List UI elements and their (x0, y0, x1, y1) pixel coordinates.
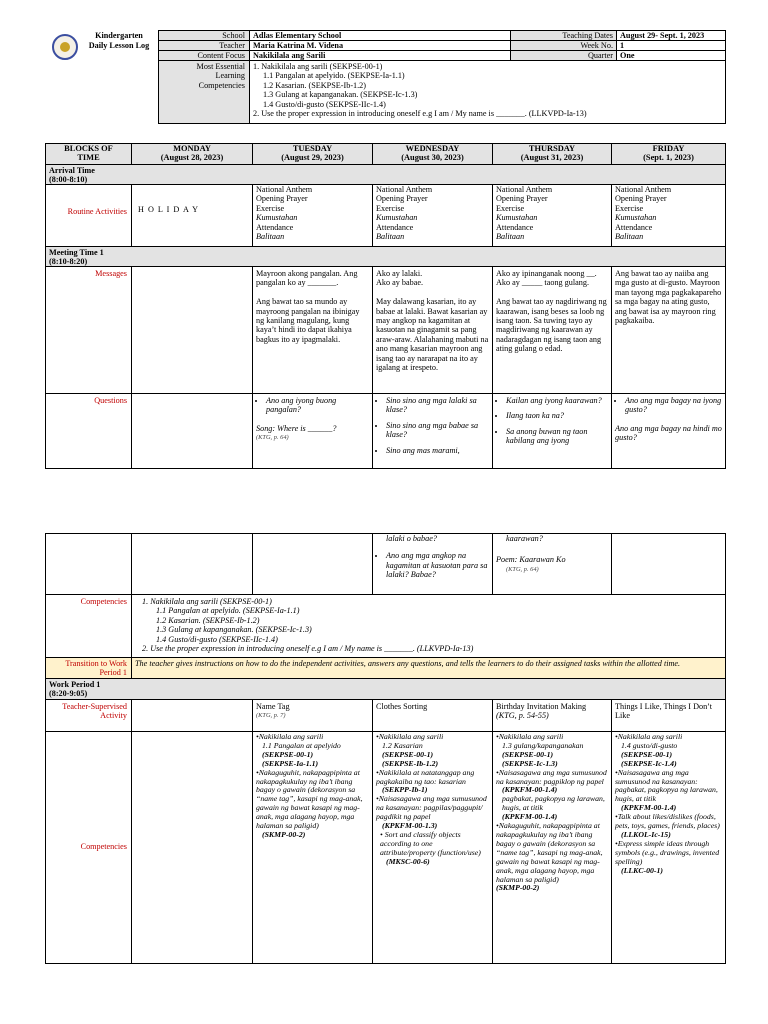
competency-code: (SEKPSE-00-1) (382, 749, 434, 759)
question-item: Ano ang mga bagay na hindi mo gusto? (615, 423, 722, 443)
competency-text: Sort and classify objects according to one attribute/property (function/use) (380, 829, 481, 857)
cont-monday (131, 533, 253, 595)
cont-friday (611, 533, 726, 595)
routine-item: Exercise (496, 203, 525, 213)
label-melc: Most Essential Learning Competencies (158, 60, 250, 124)
label-transition: Transition to Work Period 1 (45, 657, 132, 679)
col-header-line: (August 29, 2023) (281, 153, 344, 163)
routine-friday (611, 184, 726, 247)
competency-text: Nakikilala ang sarili (258, 732, 324, 741)
routine-item: Attendance (615, 222, 653, 232)
label-content-focus: Content Focus (158, 50, 250, 61)
section-work-period (45, 678, 726, 700)
competency-text: Nakaguguhit, nakapagpipinta at nakapagkukulay ng iba’t ibang bagay o gawain (dekorasyon sa “name tag”, kasapi ng mag-anak, gawain ng bawat kasapi ng mag-anak, mga alagang hayop, mga halaman sa paligid) (496, 821, 603, 884)
routine-item: National Anthem (496, 185, 553, 194)
value-teaching-dates: August 29- Sept. 1, 2023 (616, 30, 726, 41)
messages-monday (131, 266, 253, 394)
tsa-tuesday (252, 699, 373, 732)
col-header-line: MONDAY (173, 144, 211, 153)
col-header-monday (131, 143, 253, 165)
routine-item: Exercise (376, 203, 405, 213)
routine-item: Kumustahan (376, 213, 418, 223)
competency-code: (SEKPSE-00-1) (262, 749, 314, 759)
melc-item: 1. Nakikilala ang sarili (SEKPSE-00-1) (253, 62, 383, 71)
header-title-1: Kindergarten (95, 31, 143, 40)
questions-wednesday (372, 393, 493, 469)
value-content-focus: Nakikilala ang Sarili (249, 50, 511, 61)
competency-text: Nakikilala ang sarili (498, 732, 564, 741)
competency-code: (SEKPSE-00-1) (502, 749, 554, 759)
tsa-monday (131, 699, 253, 732)
competency-bullet: •Express simple ideas through symbols (e.g., drawings, invented spelling) (615, 838, 720, 866)
col-header-line: (August 31, 2023) (520, 153, 584, 163)
cont-wednesday (372, 533, 493, 595)
question-item: • Ano ang iyong buong pangalan? (266, 396, 369, 415)
competency-text: Nakikilala at natatanggap ang pagkakaiba ng tao: kasarian (376, 767, 475, 786)
col-header-line: WEDNESDAY (405, 144, 460, 153)
comp-friday (611, 731, 726, 964)
routine-item: Attendance (256, 222, 294, 232)
competency-sub: pagbakat, pagkopya ng larawan, hugis, at titik (502, 794, 605, 813)
routine-item: Exercise (256, 203, 285, 213)
competency-code: (KPKFM-00-1.4) (621, 803, 677, 813)
routine-wednesday (372, 184, 493, 247)
activity-title: Clothes Sorting (376, 702, 428, 711)
competency-item: 2. Use the proper expression in introducing oneself e.g I am / My name is _______. (LLKVPD-Ia-13) (142, 644, 474, 654)
competency-code: (SKMP-00-2) (262, 829, 306, 839)
value-school: Adlas Elementary School (249, 30, 511, 41)
competency-bullet: •Nakikilala ang sarili (376, 732, 444, 741)
competency-code: (LLKOL-Ic-15) (621, 829, 671, 839)
section-meeting-time (45, 246, 726, 267)
competency-code: (SEKPP-Ib-1) (382, 785, 428, 795)
routine-item: Kumustahan (496, 213, 538, 223)
routine-item: Balitaan (496, 232, 525, 242)
label-messages: Messages (45, 266, 132, 394)
label-questions: Questions (45, 393, 132, 469)
label-week-no: Week No. (510, 40, 617, 51)
label-school: School (158, 30, 250, 41)
section-title: Arrival Time (49, 166, 95, 175)
section-title: Meeting Time 1 (49, 248, 104, 257)
melc-item: 1.1 Pangalan at apelyido. (SEKPSE-Ia-1.1) (263, 71, 405, 81)
competency-code: (SEKPSE-Ia-1.1) (262, 758, 319, 768)
competency-item: 1.2 Kasarian. (SEKPSE-Ib-1.2) (156, 615, 260, 625)
col-header-thursday (492, 143, 612, 165)
competency-code: (LLKC-00-1) (621, 865, 664, 875)
routine-item: Opening Prayer (496, 194, 548, 204)
messages-tuesday: Mayroon akong pangalan. Ang pangalan ko ay _______. Ang bawat tao sa mundo ay mayroong pangalan na ibinigay ng kanilang magulang, kung kaya’t hindi ito dapat ikahiya bagkus ito ay ipagmalaki. (252, 266, 373, 394)
competency-bullet: •Nakikilala ang sarili (615, 732, 683, 741)
label-quarter: Quarter (510, 50, 617, 61)
competency-code: (SKMP-00-2) (496, 883, 540, 893)
routine-item: Attendance (376, 222, 414, 232)
competency-text: Naisasagawa ang mga sumusunod na kasanayan: pagbakat, pagkopya ng larawan, hugis, at titik (615, 767, 718, 804)
competency-text: Talk about likes/dislikes (foods, pets, toys, games, friends, places) (615, 812, 720, 831)
section-arrival-time (45, 164, 726, 185)
melc-item: 1.4 Gusto/di-gusto (SEKPSE-IIc-1.4) (263, 99, 386, 109)
section-time: (8:10-8:20) (49, 257, 88, 267)
col-header-line: (August 30, 2023) (401, 153, 464, 163)
question-item: • Kailan ang iyong kaarawan? (506, 396, 608, 405)
competency-bullet: •Naisasagawa ang mga sumusunod na kasanayan: pagpilas/paggupit/ pagdikit ng papel (376, 794, 487, 822)
col-header-line: FRIDAY (652, 144, 685, 153)
section-time: (8:20-9:05) (49, 689, 88, 699)
messages-friday: Ang bawat tao ay naiiba ang mga gusto at di-gusto. Mayroon man tayong mga pagkakapareho sa mga bagay na ating gusto, ang bawat isa ay mayroon ring pagkakaiba. (611, 266, 726, 394)
routine-item: National Anthem (615, 185, 672, 194)
competency-bullet: •Nakikilala ang sarili (256, 732, 324, 741)
routine-tuesday (252, 184, 373, 247)
question-item: • Sino sino ang mga babae sa klase? (386, 421, 489, 440)
competency-text: Nakikilala ang sarili (617, 732, 683, 741)
col-header-line: TUESDAY (292, 144, 333, 153)
competency-bullet: •Talk about likes/dislikes (foods, pets, toys, games, friends, places) (615, 812, 720, 831)
competency-text: Naisasagawa ang mga sumusunod na kasanayan: pagpiklop ng papel (496, 767, 607, 786)
label-competencies: Competencies (45, 594, 132, 658)
competency-bullet: • Sort and classify objects according to one attribute/property (function/use) (380, 829, 481, 857)
section-title: Work Period 1 (49, 680, 101, 689)
routine-item: Balitaan (615, 232, 644, 242)
questions-friday (611, 393, 726, 469)
deped-seal-logo (52, 34, 78, 60)
competencies-list (131, 594, 726, 658)
question-item-cont: kaarawan? (506, 534, 543, 543)
routine-item: Opening Prayer (256, 194, 308, 204)
routine-item: Balitaan (376, 232, 405, 242)
activity-title: Things I Like, Things I Don’t Like (615, 702, 713, 721)
cont-thursday (492, 533, 612, 595)
question-item: • Ano ang mga angkop na kagamitan at kasuotan para sa lalaki? Babae? (386, 551, 489, 579)
comp-wednesday (372, 731, 493, 964)
ktg-reference: (KTG, p. 64) (256, 434, 289, 442)
competency-bullet: •Naisasagawa ang mga sumusunod na kasanayan: pagpiklop ng papel (496, 767, 607, 786)
label-teacher: Teacher (158, 40, 250, 51)
col-header-line: THURSDAY (528, 144, 576, 153)
competency-sub: 1.3 gulang/kapanganakan (502, 740, 584, 750)
comp-monday (131, 731, 253, 964)
ktg-reference: (KTG, p. 54-55) (496, 711, 549, 721)
questions-thursday (492, 393, 612, 469)
activity-title: Birthday Invitation Making (496, 702, 587, 711)
col-header-line: BLOCKS OF (64, 144, 113, 153)
routine-thursday (492, 184, 612, 247)
monday-holiday: H O L I D A Y (131, 184, 253, 247)
comp-tuesday (252, 731, 373, 964)
competency-text: Express simple ideas through symbols (e.g., drawings, invented spelling) (615, 838, 720, 866)
melc-list (249, 60, 726, 124)
question-item: • Sino sino ang mga lalaki sa klase? (386, 396, 489, 415)
label-teaching-dates: Teaching Dates (510, 30, 617, 41)
messages-wednesday: Ako ay lalaki. Ako ay babae. May dalawang kasarian, ito ay babae at lalaki. Bawat kasarian ay may angkop na kagamitan at kasuotan na ginagamit sa pang araw-araw. Alalahaning mabuti na ano mang kasarian mayroon ang isang tao ay nararapat na ito ay igalang at irespeto. (372, 266, 493, 394)
col-header-wednesday (372, 143, 493, 165)
transition-text: The teacher gives instructions on how to do the independent activities, answers any questions, and tells the learners to do their assigned tasks within the allotted time. (131, 657, 726, 679)
question-item: • Ilang taon ka na? (506, 411, 608, 420)
col-header-line: (Sept. 1, 2023) (643, 153, 694, 163)
competency-bullet: •Nakaguguhit, nakapagpipinta at nakapagkukulay ng iba’t ibang bagay o gawain (dekorasyon sa “name tag”, kasapi ng mag-anak, gawain ng bawat kasapi ng mag-anak, mga alagang hayop, mga halaman sa paligid) (496, 821, 603, 884)
cont-blocks (45, 533, 132, 595)
col-header-friday (611, 143, 726, 165)
tsa-wednesday (372, 699, 493, 732)
competency-code: (SEKPSE-Ib-1.2) (382, 758, 439, 768)
competency-code: (KPKFM-00-1.4) (502, 812, 558, 822)
routine-item: Opening Prayer (376, 194, 428, 204)
routine-item: Balitaan (256, 232, 285, 242)
question-item-cont: lalaki o babae? (386, 534, 437, 543)
routine-item: National Anthem (376, 185, 433, 194)
comp-thursday (492, 731, 612, 964)
tsa-friday (611, 699, 726, 732)
col-header-tuesday (252, 143, 373, 165)
section-time: (8:00-8:10) (49, 175, 88, 185)
routine-item: Kumustahan (615, 213, 657, 223)
label-competencies-2: Competencies (45, 731, 132, 964)
competency-bullet: •Nakikilala at natatanggap ang pagkakaiba ng tao: kasarian (376, 767, 475, 786)
competency-bullet: •Nakaguguhit, nakapagpipinta at nakapagkukulay ng iba’t ibang bagay o gawain (dekorasyon sa “name tag”, kasapi ng mag-anak, gawain ng bawat kasapi ng mag-anak, mga alagang hayop, mga halaman sa paligid) (256, 767, 363, 831)
melc-item: 2. Use the proper expression in introducing oneself e.g I am / My name is _______. (LLKVPD-Ia-13) (253, 109, 587, 119)
routine-item: Kumustahan (256, 213, 298, 223)
value-week-no: 1 (616, 40, 726, 51)
poem-line: Poem: Kaarawan Ko (496, 555, 566, 565)
competency-sub: 1.1 Pangalan at apelyido (262, 740, 341, 750)
col-header-line: TIME (77, 153, 100, 163)
competency-item: 1.4 Gusto/di-gusto (SEKPSE-IIc-1.4) (156, 634, 278, 644)
competency-item: 1.3 Gulang at kapanganakan. (SEKPSE-Ic-1.3) (156, 625, 312, 635)
label-routine: Routine Activities (45, 184, 132, 247)
competency-sub: 1.2 Kasarian (382, 740, 423, 750)
competency-code: (KPKFM-00-1.3) (382, 821, 438, 831)
ktg-reference: (KTG, p. 64) (506, 565, 539, 573)
activity-title: Name Tag (256, 702, 290, 711)
competency-text: Naisasagawa ang mga sumusunod na kasanayan: pagpilas/paggupit/ pagdikit ng papel (376, 794, 487, 822)
competency-bullet: •Nakikilala ang sarili (496, 732, 564, 741)
question-item: • Sa anong buwan ng taon kabilang ang iyong (506, 427, 608, 446)
question-item: • Ano ang mga bagay na iyong gusto? (625, 396, 722, 415)
routine-item: Opening Prayer (615, 194, 667, 204)
label-teacher-supervised: Teacher-Supervised Activity (45, 699, 132, 732)
competency-code: (SEKPSE-00-1) (621, 749, 673, 759)
tsa-thursday (492, 699, 612, 732)
melc-item: 1.2 Kasarian. (SEKPSE-Ib-1.2) (263, 80, 367, 90)
value-teacher: Maria Katrina M. Videna (249, 40, 511, 51)
competency-text: Nakaguguhit, nakapagpipinta at nakapagkukulay ng iba’t ibang bagay o gawain (dekorasyon sa “name tag”, kasapi ng mag-anak, gawain ng bawat kasapi ng mag-anak, mga alagang hayop, mga halaman sa paligid) (256, 767, 363, 831)
col-header-line: (August 28, 2023) (160, 153, 224, 163)
melc-item: 1.3 Gulang at kapanganakan. (SEKPSE-Ic-1.3) (263, 90, 418, 100)
routine-item: Exercise (615, 203, 644, 213)
competency-code: (MKSC-00-6) (386, 856, 430, 866)
ktg-reference: (KTG, p. 7) (256, 712, 286, 720)
col-header-blocks (45, 143, 132, 165)
competency-item: 1.1 Pangalan at apelyido. (SEKPSE-Ia-1.1) (156, 606, 300, 616)
competency-code: (KPKFM-00-1.4) (502, 785, 558, 795)
routine-item: Attendance (496, 222, 534, 232)
value-quarter: One (616, 50, 726, 61)
competency-item: 1. Nakikilala ang sarili (SEKPSE-00-1) (142, 597, 272, 606)
competency-text: Nakikilala ang sarili (378, 732, 444, 741)
competency-code: (SEKPSE-Ic-1.3) (502, 758, 558, 768)
questions-tuesday (252, 393, 373, 469)
header-title-2: Daily Lesson Log (88, 41, 150, 50)
competency-bullet: •Naisasagawa ang mga sumusunod na kasanayan: pagbakat, pagkopya ng larawan, hugis, at titik (615, 767, 718, 804)
song-line: Song: Where is ______? (256, 423, 337, 433)
messages-thursday: Ako ay ipinanganak noong __. Ako ay _____ taong gulang. Ang bawat tao ay nagdiriwang ng kaarawan, isang beses sa loob ng isang taon. Sa tuwing tayo ay magdiriwang ng kaarawan ay nadaragdagan ng isang taon ang ating gulang o edad. (492, 266, 612, 394)
questions-monday (131, 393, 253, 469)
competency-code: (SEKPSE-Ic-1.4) (621, 758, 677, 768)
routine-item: National Anthem (256, 185, 313, 194)
question-item: • Sino ang mas marami, (386, 446, 489, 455)
competency-sub: 1.4 gusto/di-gusto (621, 740, 678, 750)
cont-tuesday (252, 533, 373, 595)
